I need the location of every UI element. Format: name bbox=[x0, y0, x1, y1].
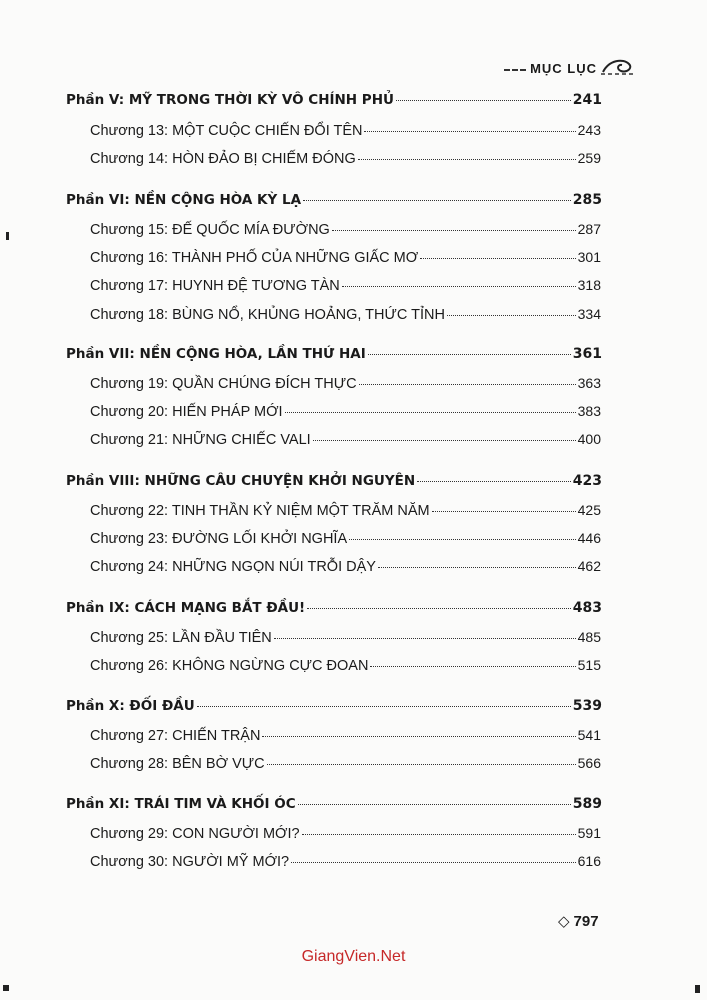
toc-entry-page: 287 bbox=[577, 221, 601, 237]
diamond-ornament-icon: ◇ bbox=[558, 913, 570, 930]
dot-leader bbox=[417, 481, 571, 482]
toc-part-entry[interactable] bbox=[66, 346, 602, 366]
toc-entry-label: Chương 30: NGƯỜI MỸ MỚI? bbox=[90, 854, 290, 870]
toc-entry-label: Chương 21: NHỮNG CHIẾC VALI bbox=[90, 432, 311, 448]
scan-mark bbox=[695, 985, 700, 993]
toc-chapter-entry[interactable] bbox=[90, 853, 601, 873]
toc-chapter-entry[interactable] bbox=[90, 375, 601, 395]
dot-leader bbox=[313, 440, 576, 441]
toc-chapter-entry[interactable] bbox=[90, 150, 601, 170]
toc-entry-label: Phần IX: CÁCH MẠNG BẮT ĐẦU! bbox=[66, 600, 306, 616]
dot-leader bbox=[358, 159, 576, 160]
header-title: MỤC LỤC bbox=[530, 61, 597, 76]
dot-leader bbox=[285, 412, 576, 413]
toc-chapter-entry[interactable] bbox=[90, 657, 601, 677]
toc-entry-label: Chương 29: CON NGƯỜI MỚI? bbox=[90, 826, 300, 842]
toc-entry-label: Chương 25: LẦN ĐẦU TIÊN bbox=[90, 630, 272, 646]
dot-leader bbox=[370, 666, 575, 667]
swirl-ornament-icon bbox=[601, 56, 635, 76]
dot-leader bbox=[303, 200, 571, 201]
dot-leader bbox=[447, 315, 576, 316]
dot-leader bbox=[364, 131, 575, 132]
dot-leader bbox=[420, 258, 575, 259]
toc-entry-label: Phần VIII: NHỮNG CÂU CHUYỆN KHỞI NGUYÊN bbox=[66, 473, 416, 489]
toc-part-entry[interactable] bbox=[66, 192, 602, 212]
toc-entry-page: 515 bbox=[577, 657, 601, 673]
toc-entry-label: Chương 20: HIẾN PHÁP MỚI bbox=[90, 404, 283, 420]
toc-chapter-entry[interactable] bbox=[90, 502, 601, 522]
toc-entry-label: Chương 17: HUYNH ĐỆ TƯƠNG TÀN bbox=[90, 278, 340, 294]
toc-part-entry[interactable] bbox=[66, 698, 602, 718]
header-dash-left bbox=[504, 69, 526, 71]
running-header bbox=[504, 56, 635, 76]
toc-entry-label: Chương 15: ĐẾ QUỐC MÍA ĐƯỜNG bbox=[90, 222, 330, 238]
scan-mark bbox=[6, 232, 9, 240]
toc-part-entry[interactable] bbox=[66, 92, 602, 112]
dot-leader bbox=[298, 804, 571, 805]
toc-entry-page: 589 bbox=[572, 796, 602, 812]
toc-entry-label: Phần VII: NỀN CỘNG HÒA, LẦN THỨ HAI bbox=[66, 346, 366, 362]
toc-entry-page: 591 bbox=[577, 825, 601, 841]
toc-chapter-entry[interactable] bbox=[90, 825, 601, 845]
toc-entry-page: 541 bbox=[577, 727, 601, 743]
toc-chapter-entry[interactable] bbox=[90, 122, 601, 142]
toc-entry-label: Chương 14: HÒN ĐẢO BỊ CHIẾM ĐÓNG bbox=[90, 151, 356, 167]
toc-entry-page: 243 bbox=[577, 122, 601, 138]
watermark-text[interactable]: GiangVien.Net bbox=[301, 948, 406, 965]
toc-entry-page: 259 bbox=[577, 150, 601, 166]
toc-entry-page: 462 bbox=[577, 558, 601, 574]
toc-entry-page: 285 bbox=[572, 192, 602, 208]
toc-part-entry[interactable] bbox=[66, 473, 602, 493]
dot-leader bbox=[342, 286, 576, 287]
dot-leader bbox=[432, 511, 576, 512]
dot-leader bbox=[349, 539, 576, 540]
toc-entry-page: 566 bbox=[577, 755, 601, 771]
toc-part-entry[interactable] bbox=[66, 600, 602, 620]
toc-chapter-entry[interactable] bbox=[90, 558, 601, 578]
toc-chapter-entry[interactable] bbox=[90, 403, 601, 423]
dot-leader bbox=[378, 567, 576, 568]
toc-chapter-entry[interactable] bbox=[90, 530, 601, 550]
dot-leader bbox=[302, 834, 576, 835]
page-number-value: 797 bbox=[573, 912, 599, 930]
toc-entry-label: Chương 18: BÙNG NỔ, KHỦNG HOẢNG, THỨC TỈNH bbox=[90, 307, 445, 323]
dot-leader bbox=[396, 100, 571, 101]
dot-leader bbox=[197, 706, 571, 707]
toc-entry-page: 383 bbox=[577, 403, 601, 419]
toc-entry-page: 425 bbox=[577, 502, 601, 518]
toc-entry-label: Chương 23: ĐƯỜNG LỐI KHỞI NGHĨA bbox=[90, 531, 348, 547]
toc-entry-page: 446 bbox=[577, 530, 601, 546]
dot-leader bbox=[274, 638, 576, 639]
toc-entry-label: Phần VI: NỀN CỘNG HÒA KỲ LẠ bbox=[66, 192, 302, 208]
toc-entry-page: 539 bbox=[572, 698, 602, 714]
toc-entry-page: 485 bbox=[577, 629, 601, 645]
page-number bbox=[558, 912, 599, 930]
toc-entry-label: Chương 22: TINH THẦN KỶ NIỆM MỘT TRĂM NĂM bbox=[90, 503, 430, 519]
toc-chapter-entry[interactable] bbox=[90, 431, 601, 451]
toc-part-entry[interactable] bbox=[66, 796, 602, 816]
toc-entry-label: Chương 26: KHÔNG NGỪNG CỰC ĐOAN bbox=[90, 658, 369, 674]
toc-entry-page: 616 bbox=[577, 853, 601, 869]
dot-leader bbox=[262, 736, 575, 737]
dot-leader bbox=[368, 354, 571, 355]
toc-entry-label: Chương 24: NHỮNG NGỌN NÚI TRỖI DẬY bbox=[90, 559, 376, 575]
toc-entry-page: 361 bbox=[572, 346, 602, 362]
toc-entry-page: 423 bbox=[572, 473, 602, 489]
dot-leader bbox=[267, 764, 576, 765]
toc-entry-label: Phần V: MỸ TRONG THỜI KỲ VÔ CHÍNH PHỦ bbox=[66, 92, 394, 108]
toc-entry-label: Chương 28: BÊN BỜ VỰC bbox=[90, 756, 265, 772]
toc-chapter-entry[interactable] bbox=[90, 277, 601, 297]
toc-entry-page: 483 bbox=[572, 600, 602, 616]
toc-entry-page: 241 bbox=[572, 92, 602, 108]
toc-entry-label: Phần X: ĐỐI ĐẦU bbox=[66, 698, 195, 714]
toc-entry-label: Chương 19: QUẦN CHÚNG ĐÍCH THỰC bbox=[90, 376, 357, 392]
toc-chapter-entry[interactable] bbox=[90, 727, 601, 747]
toc-entry-page: 334 bbox=[577, 306, 601, 322]
dot-leader bbox=[307, 608, 571, 609]
toc-entry-page: 318 bbox=[577, 277, 601, 293]
toc-entry-page: 400 bbox=[577, 431, 601, 447]
toc-entry-page: 301 bbox=[577, 249, 601, 265]
dot-leader bbox=[332, 230, 576, 231]
toc-entry-label: Phần XI: TRÁI TIM VÀ KHỐI ÓC bbox=[66, 796, 296, 812]
toc-entry-label: Chương 13: MỘT CUỘC CHIẾN ĐỔI TÊN bbox=[90, 123, 363, 139]
dot-leader bbox=[359, 384, 576, 385]
toc-chapter-entry[interactable] bbox=[90, 629, 601, 649]
toc-chapter-entry[interactable] bbox=[90, 249, 601, 269]
toc-entry-label: Chương 16: THÀNH PHỐ CỦA NHỮNG GIẤC MƠ bbox=[90, 250, 419, 266]
dot-leader bbox=[291, 862, 576, 863]
toc-chapter-entry[interactable] bbox=[90, 306, 601, 326]
toc-chapter-entry[interactable] bbox=[90, 755, 601, 775]
toc-chapter-entry[interactable] bbox=[90, 221, 601, 241]
toc-entry-label: Chương 27: CHIẾN TRẬN bbox=[90, 728, 261, 744]
toc-entry-page: 363 bbox=[577, 375, 601, 391]
scan-mark bbox=[3, 985, 9, 991]
